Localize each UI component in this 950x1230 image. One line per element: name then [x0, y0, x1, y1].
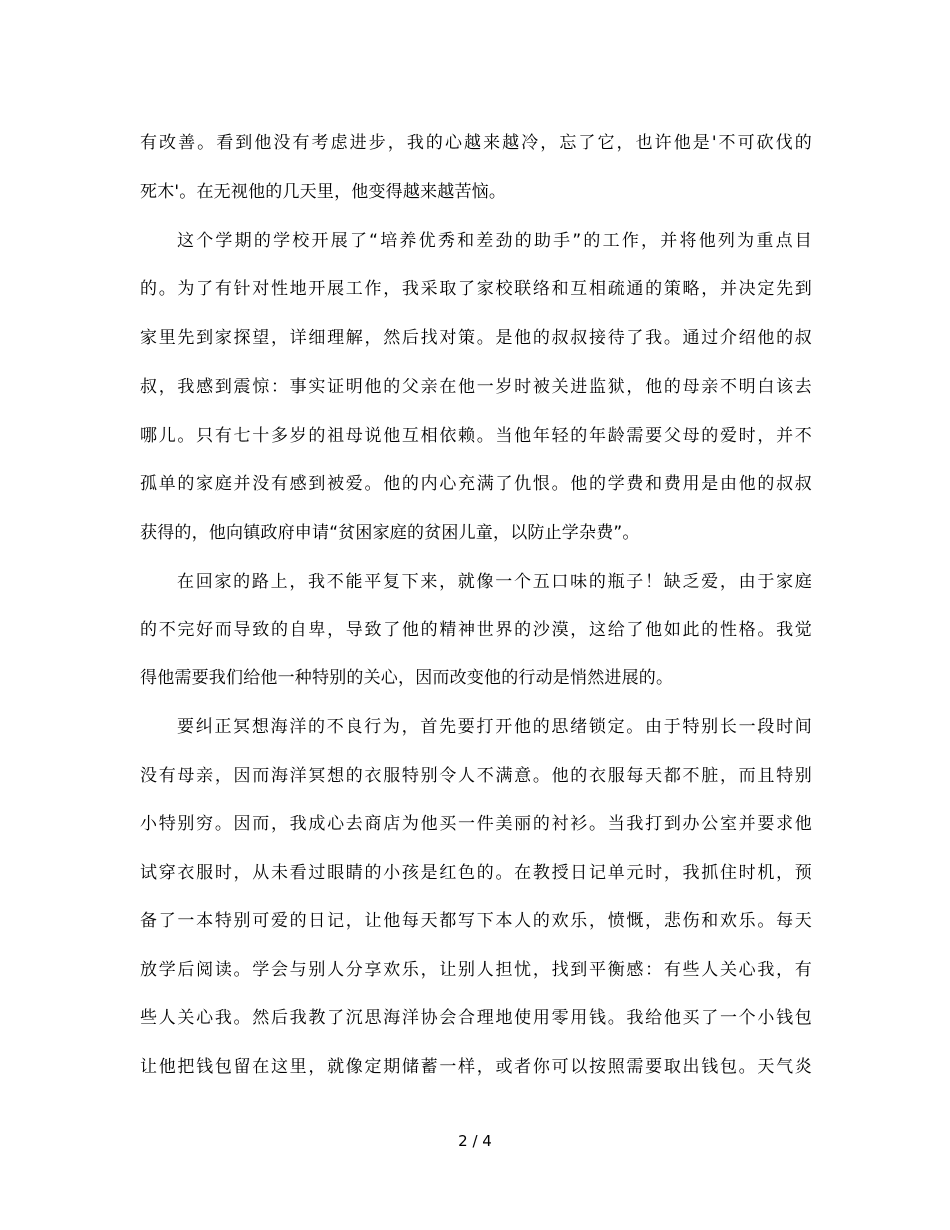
- page-number: 2 / 4: [458, 1132, 492, 1150]
- text-line: 在回家的路上，我不能平复下来，就像一个五口味的瓶子！缺乏爱，由于家庭: [177, 572, 812, 592]
- text-line: 孤单的家庭并没有感到被爱。他的内心充满了仇恨。他的学费和费用是由他的叔叔: [140, 474, 812, 494]
- text-line: 试穿衣服时，从未看过眼睛的小孩是红色的。在教授日记单元时，我抓住时机，预: [140, 863, 812, 883]
- text-line: 家里先到家探望，详细理解，然后找对策。是他的叔叔接待了我。通过介绍他的叔: [140, 328, 812, 348]
- text-line: 有改善。看到他没有考虑进步，我的心越来越冷，忘了它，也许他是'不可砍伐的: [140, 133, 812, 153]
- text-line: 备了一本特别可爱的日记，让他每天都写下本人的欢乐，愤慨，悲伤和欢乐。每天: [140, 911, 812, 931]
- text-line: 死木'。在无视他的几天里，他变得越来越苦恼。: [140, 182, 507, 202]
- text-line: 的不完好而导致的自卑，导致了他的精神世界的沙漠，这给了他如此的性格。我觉: [140, 620, 812, 640]
- text-line: 要纠正冥想海洋的不良行为，首先要打开他的思绪锁定。由于特别长一段时间: [177, 717, 812, 737]
- text-line: 些人关心我。然后我教了沉思海洋协会合理地使用零用钱。我给他买了一个小钱包: [140, 1008, 812, 1028]
- text-line: 叔，我感到震惊：事实证明他的父亲在他一岁时被关进监狱，他的母亲不明白该去: [140, 377, 812, 397]
- text-line: 得他需要我们给他一种特别的关心，因而改变他的行动是悄然进展的。: [140, 668, 674, 688]
- text-line: 没有母亲，因而海洋冥想的衣服特别令人不满意。他的衣服每天都不脏，而且特别: [140, 766, 812, 786]
- text-line: 获得的，他向镇政府申请“贫困家庭的贫困儿童，以防止学杂费”。: [140, 523, 640, 543]
- text-line: 小特别穷。因而，我成心去商店为他买一件美丽的衬衫。当我打到办公室并要求他: [140, 814, 812, 834]
- text-line: 让他把钱包留在这里，就像定期储蓄一样，或者你可以按照需要取出钱包。天气炎: [140, 1057, 812, 1077]
- text-line: 这个学期的学校开展了“培养优秀和差劲的助手”的工作，并将他列为重点目: [177, 231, 812, 251]
- text-line: 哪儿。只有七十多岁的祖母说他互相依赖。当他年轻的年龄需要父母的爱时，并不: [140, 426, 812, 446]
- text-line: 放学后阅读。学会与别人分享欢乐，让别人担忧，找到平衡感：有些人关心我，有: [140, 960, 812, 980]
- text-line: 的。为了有针对性地开展工作，我采取了家校联络和互相疏通的策略，并决定先到: [140, 279, 812, 299]
